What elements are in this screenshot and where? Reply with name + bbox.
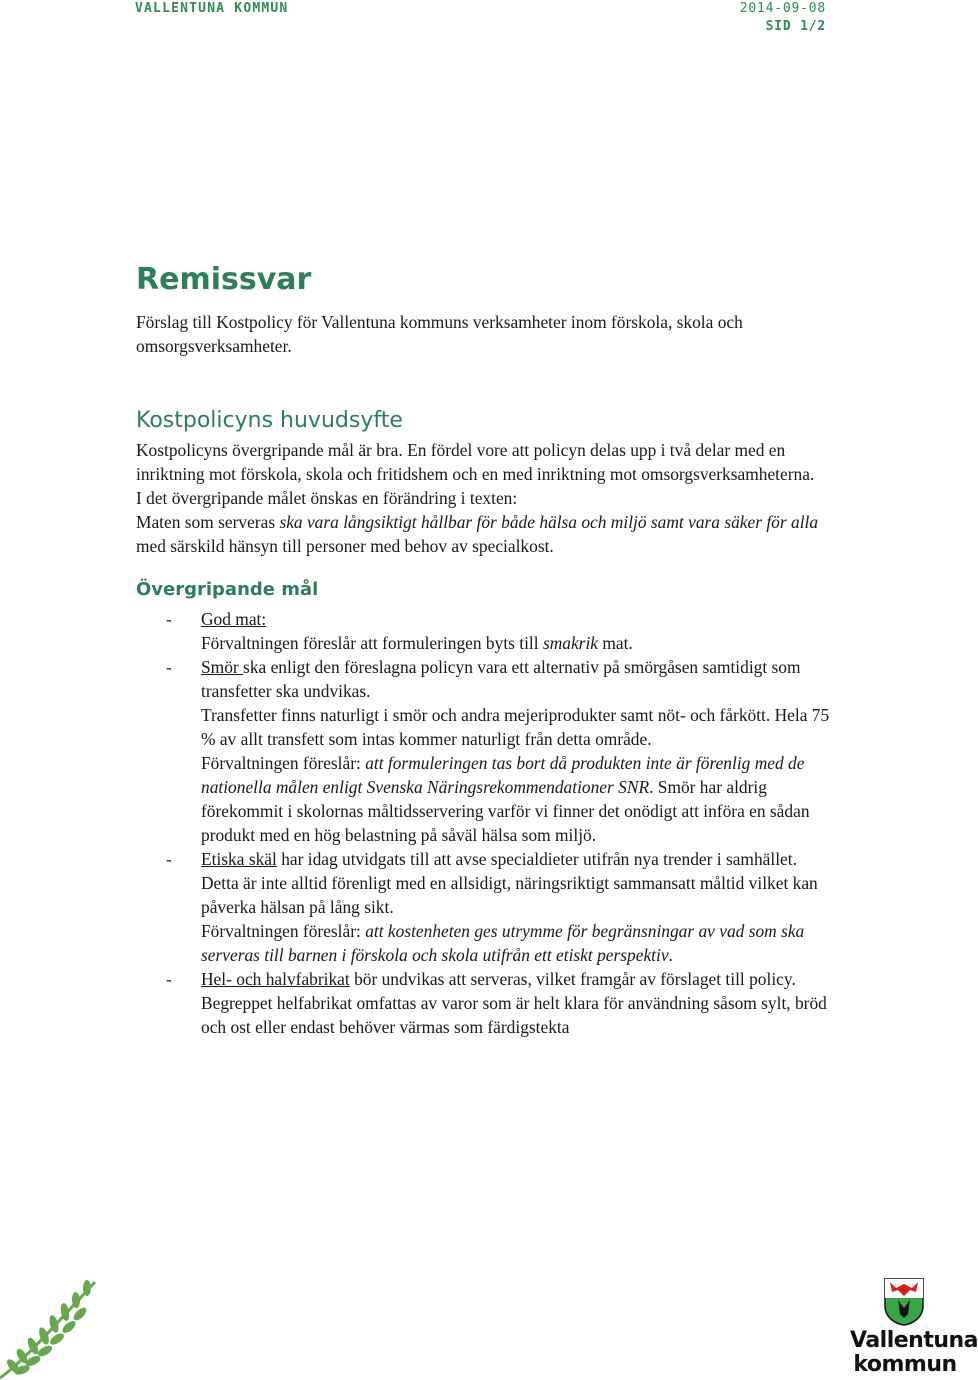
logo-text-kommun: kommun <box>853 1352 957 1377</box>
ethics-proposal-end: . <box>668 945 673 965</box>
document-title: Remissvar <box>136 262 312 297</box>
processed-text-1: bör undvikas att serveras, vilket framgår av förslaget till policy. <box>349 969 796 989</box>
item-label-ethics: Etiska skäl <box>201 849 277 869</box>
section-heading-purpose: Kostpolicyns huvudsyfte <box>136 408 403 433</box>
good-food-text: Förvaltningen föreslår att formuleringen byts till <box>201 633 543 653</box>
list-item-butter <box>136 655 836 847</box>
header-page-number: SID 1/2 <box>765 19 826 34</box>
ethics-proposal-label: Förvaltningen föreslår: <box>201 921 366 941</box>
logo-text-vallentuna: Vallentuna <box>850 1328 978 1353</box>
header-org: VALLENTUNA KOMMUN <box>135 1 289 16</box>
coat-of-arms-icon <box>884 1278 924 1326</box>
ethics-proposal-italic: att kostenheten ges utrymme för begränsningar av vad som ska serveras till barnen i förskola och skola utifrån ett etiskt perspektiv <box>201 921 805 965</box>
section-heading-goals: Övergripande mål <box>136 579 319 600</box>
proposed-text-end: med särskild hänsyn till personer med behov av specialkost. <box>136 536 554 556</box>
butter-proposal-end: . Smör har aldrig förekommit i skolornas måltidsservering varför vi finner det onödigt att införa en sådan produkt med en hög belastning på såväl hälsa som miljö. <box>201 777 810 845</box>
list-item-processed-food <box>136 967 836 1039</box>
proposed-text-start: Maten som serveras <box>136 512 280 532</box>
list-item-good-food <box>136 607 836 655</box>
item-label-processed-food: Hel- och halvfabrikat <box>201 969 350 989</box>
list-dash: - <box>166 657 172 677</box>
list-dash: - <box>166 609 172 629</box>
item-label-good-food: God mat: <box>201 609 267 629</box>
butter-text-2: Transfetter finns naturligt i smör och andra mejeriprodukter samt nöt- och fårkött. Hela 75 % av allt transfett som intas kommer naturligt från detta område. <box>201 705 830 749</box>
butter-proposal-italic: att formuleringen tas bort då produkten inte är förenlig med de nationella målen enligt Svenska Näringsrekommendationer SNR <box>201 753 805 797</box>
header-date: 2014-09-08 <box>739 1 826 16</box>
good-food-italic: smakrik <box>542 633 598 653</box>
paragraph-change-request: I det övergripande målet önskas en förändring i texten: <box>136 488 518 508</box>
document-subtitle: Förslag till Kostpolicy för Vallentuna kommuns verksamheter inom förskola, skola och omsorgsverksamheter. <box>136 312 743 356</box>
list-dash: - <box>166 849 172 869</box>
paragraph-proposed-text <box>136 510 836 558</box>
processed-text-2: Begreppet helfabrikat omfattas av varor som är helt klara för användning såsom sylt, bröd och ost eller endast behöver värmas som färdigstekta <box>201 993 827 1037</box>
item-label-butter: Smör <box>201 657 244 677</box>
goals-list <box>136 607 836 1039</box>
butter-text-1: ska enligt den föreslagna policyn vara ett alternativ på smörgåsen samtidigt som transfetter ska undvikas. <box>201 657 801 701</box>
document-body <box>136 258 836 1039</box>
list-item-ethics <box>136 847 836 967</box>
good-food-end: mat. <box>598 633 633 653</box>
leaf-branch-icon <box>0 1270 110 1380</box>
ethics-text-1: har idag utvidgats till att avse specialdieter utifrån nya trender i samhället. Detta är inte alltid förenligt med en allsidigt, näringsriktigt sammansatt måltid vilket kan påverka hälsan på lång sikt. <box>201 849 818 917</box>
proposed-text-italic: ska vara långsiktigt hållbar för både hälsa och miljö samt vara säker för alla <box>279 512 819 532</box>
butter-proposal-label: Förvaltningen föreslår: <box>201 753 366 773</box>
list-dash: - <box>166 969 172 989</box>
paragraph-purpose: Kostpolicyns övergripande mål är bra. En fördel vore att policyn delas upp i två delar med en inriktning mot förskola, skola och fritidshem och en med inriktning mot omsorgsverksamheterna. <box>136 440 815 484</box>
municipality-logo <box>850 1278 978 1378</box>
